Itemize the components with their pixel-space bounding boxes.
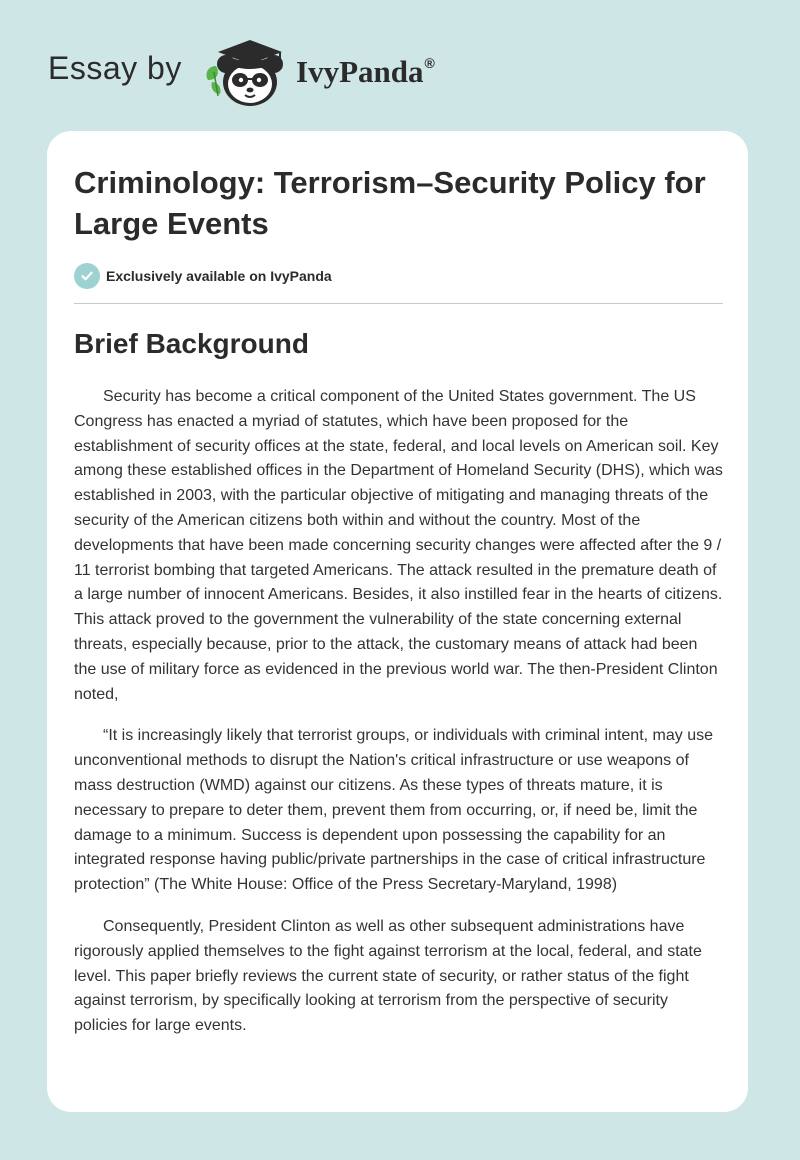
article-body — [74, 385, 723, 1056]
brand-name[interactable] — [296, 54, 435, 90]
exclusive-badge — [74, 263, 332, 289]
panda-graduate-icon[interactable] — [202, 36, 298, 108]
registered-mark: ® — [424, 55, 435, 71]
paragraph: “It is increasingly likely that terrorist groups, or individuals with criminal intent, may use unconventional methods to disrupt the Nation's critical infrastructure or use weapons of mass destruction (WMD) against our citizens. As these types of threats mature, it is necessary to prepare to deter them, prevent them from occurring, or, if need be, limit the damage to a minimum. Success is dependent upon possessing the capability for an integrated response having public/private partnerships in the case of critical infrastructure protection” (The White House: Office of the Press Secretary-Maryland, 1998) — [74, 727, 714, 894]
check-icon — [74, 263, 100, 289]
essay-by-label: Essay by — [48, 50, 182, 86]
paragraph: Consequently, President Clinton as well as other subsequent administrations have rigorously applied themselves to the fight against terrorism at the local, federal, and state level. This paper briefly reviews the current state of security, or rather status of the fight against terrorism, by specifically looking at terrorism from the perspective of security policies for large events. — [74, 917, 702, 1035]
badge-label: Exclusively available on IvyPanda — [106, 268, 332, 284]
brand-text: IvyPanda — [296, 54, 424, 89]
divider — [74, 303, 723, 304]
site-header — [0, 0, 800, 130]
article-card — [47, 131, 748, 1112]
page-title: Criminology: Terrorism–Security Policy for Large Events — [74, 165, 706, 241]
section-heading: Brief Background — [74, 328, 309, 359]
paragraph: Security has become a critical component of the United States government. The US Congress has enacted a myriad of statutes, which have been proposed for the establishment of security offices at the state, federal, and local levels on American soil. Key among these established offices in the Department of Homeland Security (DHS), which was established in 2003, with the particular objective of mitigating and managing threats of the security of the American citizens both within and without the country. Most of the developments that have been made concerning security changes were affected after the 9 / 11 terrorist bombing that targeted Americans. The attack resulted in the premature death of a large number of innocent Americans. Besides, it also instilled fear in the hearts of citizens. This attack proved to the government the vulnerability of the state concerning external threats, especially because, prior to the attack, the customary means of attack had been the use of military force as evidenced in the previous world war. The then-President Clinton noted, — [74, 388, 723, 703]
